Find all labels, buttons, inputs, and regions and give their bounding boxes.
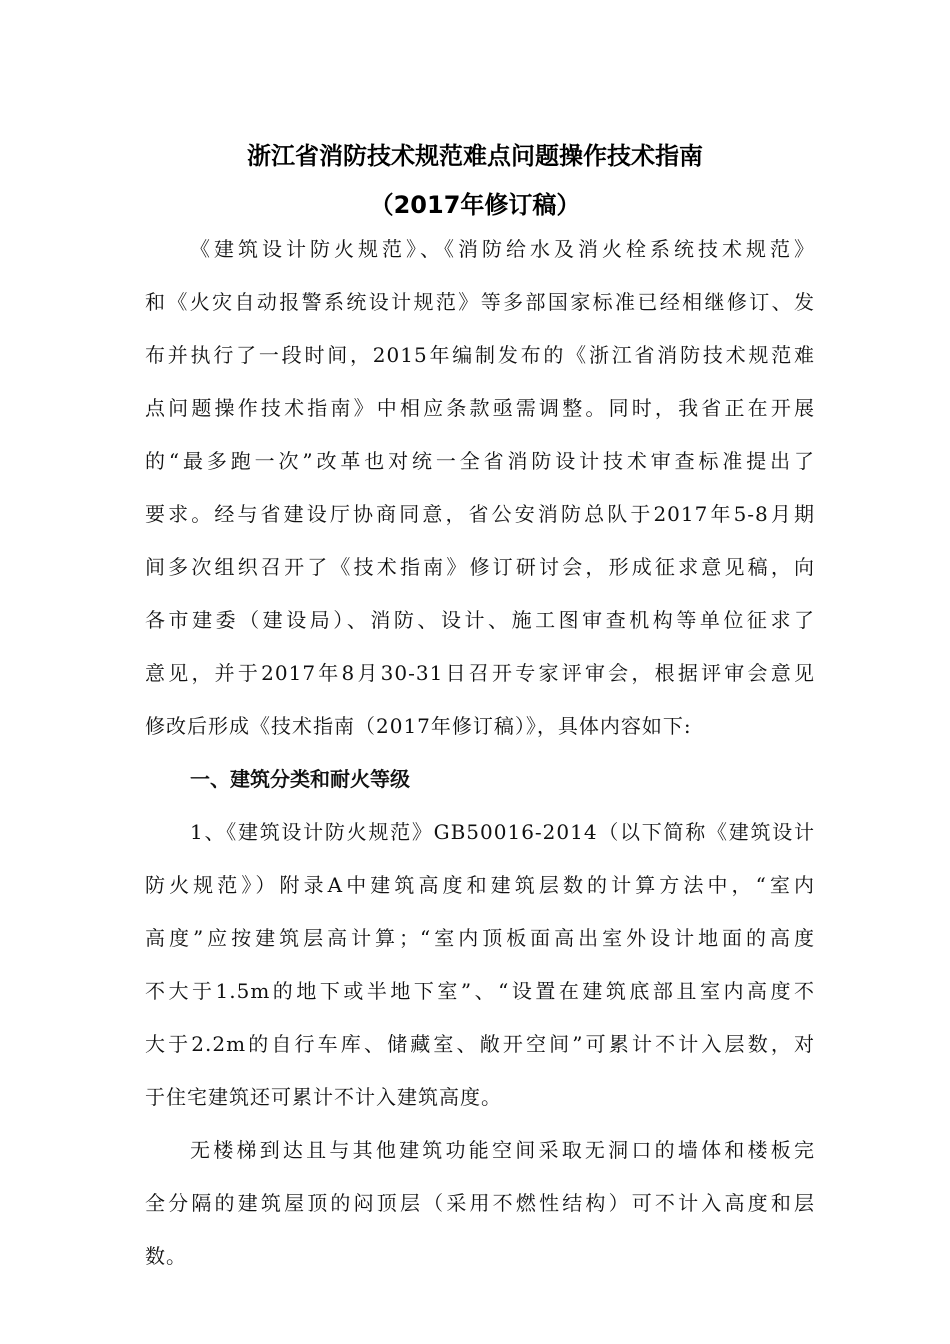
- intro-line: 要求。经与省建设厅协商同意，省公安消防总队于2017年5-8月期: [145, 502, 815, 526]
- paragraph-line: 全分隔的建筑屋顶的闷顶层（采用不燃性结构）可不计入高度和层: [145, 1191, 815, 1215]
- paragraph-line: 数。: [145, 1244, 187, 1268]
- item-line: 不大于1.5m的地下或半地下室”、“设置在建筑底部且室内高度不: [145, 979, 815, 1003]
- item-line: 高度”应按建筑层高计算；“室内顶板面高出室外设计地面的高度: [145, 926, 815, 950]
- item-line: 大于2.2m的自行车库、储藏室、敞开空间”可累计不计入层数，对: [145, 1032, 815, 1056]
- item-line: 1、《建筑设计防火规范》GB50016-2014（以下简称《建筑设计: [190, 820, 815, 844]
- paragraph-line: 无楼梯到达且与其他建筑功能空间采取无洞口的墙体和楼板完: [190, 1138, 815, 1162]
- item-line: 防火规范》）附录A中建筑高度和建筑层数的计算方法中，“室内: [145, 873, 815, 897]
- intro-line: 布并执行了一段时间，2015年编制发布的《浙江省消防技术规范难: [145, 343, 815, 367]
- section-heading: 一、建筑分类和耐火等级: [190, 767, 410, 791]
- intro-line: 和《火灾自动报警系统设计规范》等多部国家标准已经相继修订、发: [145, 290, 815, 314]
- intro-line: 点问题操作技术指南》中相应条款亟需调整。同时，我省正在开展: [145, 396, 815, 420]
- intro-line: 意见，并于2017年8月30-31日召开专家评审会，根据评审会意见: [145, 661, 815, 685]
- document-subtitle: （2017年修订稿）: [369, 191, 581, 219]
- intro-line: 间多次组织召开了《技术指南》修订研讨会，形成征求意见稿，向: [145, 555, 815, 579]
- intro-line: 修改后形成《技术指南（2017年修订稿）》，具体内容如下:: [145, 714, 692, 738]
- intro-line: 的“最多跑一次”改革也对统一全省消防设计技术审查标准提出了: [145, 449, 815, 473]
- document-title: 浙江省消防技术规范难点问题操作技术指南: [247, 142, 703, 170]
- intro-line: 各市建委（建设局）、消防、设计、施工图审查机构等单位征求了: [145, 608, 815, 632]
- item-line: 于住宅建筑还可累计不计入建筑高度。: [145, 1085, 502, 1109]
- intro-line: 《建筑设计防火规范》、《消防给水及消火栓系统技术规范》: [190, 237, 815, 261]
